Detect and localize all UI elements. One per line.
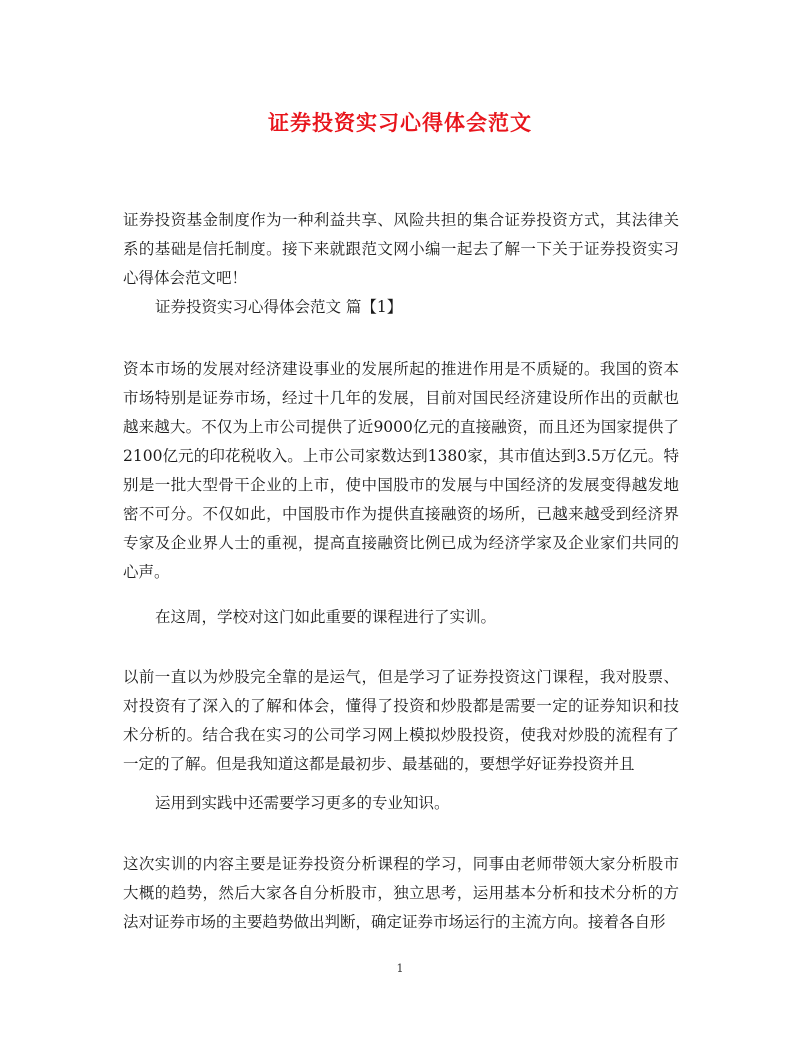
body-paragraph: 以前一直以为炒股完全靠的是运气，但是学习了证券投资这门课程，我对股票、对投资有了深入的了解和体会，懂得了投资和炒股都是需要一定的证券知识和技术分析的。结合我在实习的公司学习网上模拟炒股投资，使我对炒股的流程有了一定的了解。但是我知道这都是最初步、最基础的，要想学好证券投资并且 bbox=[123, 668, 679, 773]
body-paragraph: 运用到实践中还需要学习更多的专业知识。 bbox=[155, 794, 450, 812]
section-heading: 证券投资实习心得体会范文 篇【1】 bbox=[155, 298, 403, 316]
intro-paragraph: 证券投资基金制度作为一种利益共享、风险共担的集合证券投资方式，其法律关系的基础是信托制度。接下来就跟范文网小编一起去了解一下关于证券投资实习心得体会范文吧！ bbox=[123, 211, 679, 287]
body-paragraph: 在这周，学校对这门如此重要的课程进行了实训。 bbox=[155, 608, 497, 626]
document-title: 证券投资实习心得体会范文 bbox=[268, 110, 532, 135]
page-number: 1 bbox=[396, 962, 404, 975]
body-paragraph: 资本市场的发展对经济建设事业的发展所起的推进作用是不质疑的。我国的资本市场特别是证券市场，经过十几年的发展，目前对国民经济建设所作出的贡献也越来越大。不仅为上市公司提供了近9000亿元的直接融资，而且还为国家提供了2100亿元的印花税收入。上市公司家数达到1380家，其市值达到3.5万亿元。特别是一批大型骨干企业的上市，使中国股市的发展与中国经济的发展变得越发地密不可分。不仅如此，中国股市作为提供直接融资的场所，已越来越受到经济界专家及企业界人士的重视，提高直接融资比例已成为经济学家及企业家们共同的心声。 bbox=[123, 360, 679, 581]
body-paragraph: 这次实训的内容主要是证券投资分析课程的学习，同事由老师带领大家分析股市大概的趋势，然后大家各自分析股市，独立思考，运用基本分析和技术分析的方法对证券市场的主要趋势做出判断，确定证券市场运行的主流方向。接着各自形 bbox=[123, 855, 679, 931]
